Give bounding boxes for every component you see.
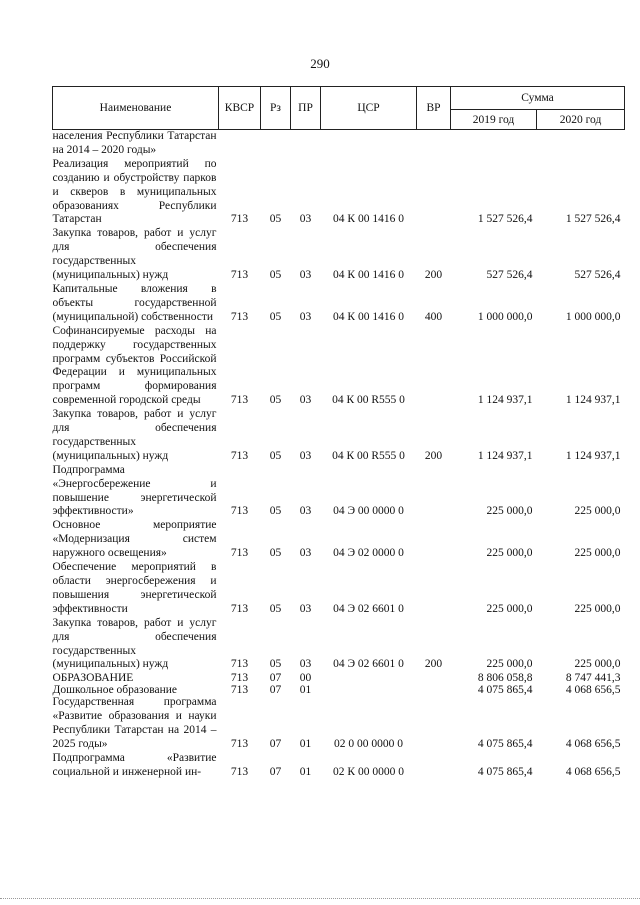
row-pr: 03 xyxy=(299,213,312,226)
row-name: Капитальные вложения в объекты государственной (муниципальной) собственности xyxy=(52,282,217,323)
row-kvsr: 713 xyxy=(230,547,249,560)
row-name: Основное мероприятие «Модернизация систем наружного освещения» xyxy=(52,519,217,560)
row-vr: 200 xyxy=(424,269,443,282)
row-name: Дошкольное образование xyxy=(52,684,178,697)
row-name: Закупка товаров, работ и услуг для обеспечения государственных (муниципальных) нужд xyxy=(52,227,217,282)
row-vr xyxy=(417,684,451,696)
row-name: Реализация мероприятий по созданию и обустройству парков и скверов в муниципальных образованиях Республики Татарстан xyxy=(52,157,217,226)
row-rz xyxy=(261,130,291,158)
row-sum-2020: 225 000,0 xyxy=(574,658,621,671)
row-csr: 02 К 00 0000 0 xyxy=(333,765,404,778)
row-sum-2020: 4 068 656,5 xyxy=(565,684,621,697)
table-row xyxy=(53,325,625,408)
row-sum-2020: 225 000,0 xyxy=(574,602,621,615)
row-name: Подпрограмма «Развитие социальной и инженерной ин- xyxy=(52,751,217,778)
row-kvsr: 713 xyxy=(230,738,249,751)
row-rz: 07 xyxy=(269,672,282,685)
row-csr: 04 К 00 1416 0 xyxy=(333,213,404,226)
row-pr: 03 xyxy=(299,658,312,671)
table-row xyxy=(53,408,625,464)
table-row xyxy=(53,158,625,228)
header-year-2019: 2019 год xyxy=(451,110,537,130)
row-vr xyxy=(417,130,451,158)
row-rz: 05 xyxy=(269,505,282,518)
row-sum-2020: 4 068 656,5 xyxy=(565,738,621,751)
row-rz: 05 xyxy=(269,602,282,615)
budget-table xyxy=(52,86,625,780)
row-sum-2019: 1 124 937,1 xyxy=(477,394,533,407)
header-vr: ВР xyxy=(417,87,451,130)
row-kvsr: 713 xyxy=(230,672,249,685)
row-kvsr: 713 xyxy=(230,684,249,697)
row-sum-2019: 225 000,0 xyxy=(486,658,533,671)
row-sum-2020: 225 000,0 xyxy=(574,547,621,560)
row-csr: 02 0 00 0000 0 xyxy=(334,738,403,751)
row-sum-2020: 1 124 937,1 xyxy=(565,449,621,462)
row-sum-2019: 1 527 526,4 xyxy=(477,213,533,226)
row-vr: 400 xyxy=(424,310,443,323)
row-rz: 05 xyxy=(269,394,282,407)
page-bottom-edge xyxy=(0,898,640,899)
row-rz: 05 xyxy=(269,310,282,323)
header-pr: ПР xyxy=(291,87,321,130)
row-vr xyxy=(417,672,451,684)
header-sum: Сумма xyxy=(451,87,625,110)
table-row xyxy=(53,684,625,696)
row-sum-2019: 225 000,0 xyxy=(486,602,533,615)
row-kvsr: 713 xyxy=(230,505,249,518)
row-kvsr: 713 xyxy=(230,213,249,226)
row-sum-2020: 4 068 656,5 xyxy=(565,765,621,778)
row-sum-2020: 527 526,4 xyxy=(574,269,621,282)
row-rz: 05 xyxy=(269,449,282,462)
header-rz: Рз xyxy=(261,87,291,130)
row-vr xyxy=(417,519,451,561)
header-year-2020: 2020 год xyxy=(537,110,625,130)
row-csr xyxy=(321,130,417,158)
row-csr: 04 К 00 R555 0 xyxy=(332,449,405,462)
row-csr xyxy=(321,684,417,696)
row-pr: 03 xyxy=(299,602,312,615)
row-sum-2019: 4 075 865,4 xyxy=(477,738,533,751)
row-csr: 04 К 00 1416 0 xyxy=(333,310,404,323)
row-sum-2019: 4 075 865,4 xyxy=(477,765,533,778)
row-pr: 03 xyxy=(299,310,312,323)
row-rz: 05 xyxy=(269,658,282,671)
row-vr: 200 xyxy=(424,449,443,462)
row-name: Софинансируемые расходы на поддержку государственных программ субъектов Российской Федерации и муниципальных программ формирования современной городской среды xyxy=(52,324,217,407)
row-sum-2019: 4 075 865,4 xyxy=(477,684,533,697)
row-sum-2020 xyxy=(537,130,625,158)
row-vr: 200 xyxy=(424,658,443,671)
table-row xyxy=(53,464,625,520)
row-name: Подпрограмма «Энергосбережение и повышение энергетической эффективности» xyxy=(52,463,217,518)
row-pr: 01 xyxy=(299,738,312,751)
row-sum-2019: 527 526,4 xyxy=(486,269,533,282)
row-sum-2019: 8 806 058,8 xyxy=(477,672,533,685)
row-vr xyxy=(417,325,451,408)
row-sum-2019: 1 000 000,0 xyxy=(477,310,533,323)
row-csr xyxy=(321,672,417,684)
row-kvsr: 713 xyxy=(230,269,249,282)
row-sum-2020: 8 747 441,3 xyxy=(565,672,621,685)
row-pr: 01 xyxy=(299,684,312,697)
row-rz: 07 xyxy=(269,684,282,697)
row-csr: 04 Э 00 0000 0 xyxy=(333,505,404,518)
table-row xyxy=(53,130,625,158)
table-row xyxy=(53,617,625,673)
table-body xyxy=(53,130,625,780)
table-row xyxy=(53,519,625,561)
row-kvsr xyxy=(219,130,261,158)
header-csr: ЦСР xyxy=(321,87,417,130)
row-vr xyxy=(417,696,451,752)
row-name: Закупка товаров, работ и услуг для обеспечения государственных (муниципальных) нужд xyxy=(52,408,217,462)
row-kvsr: 713 xyxy=(230,602,249,615)
table-row xyxy=(53,561,625,617)
header-kvsr: КВСР xyxy=(219,87,261,130)
row-pr: 01 xyxy=(299,765,312,778)
table-row xyxy=(53,752,625,780)
row-csr: 04 Э 02 6601 0 xyxy=(333,658,404,671)
table-row xyxy=(53,227,625,283)
table-row xyxy=(53,283,625,325)
row-pr xyxy=(291,130,321,158)
row-sum-2020: 1 000 000,0 xyxy=(565,310,621,323)
row-kvsr: 713 xyxy=(230,765,249,778)
row-vr xyxy=(417,464,451,520)
table-row xyxy=(53,696,625,752)
row-rz: 05 xyxy=(269,269,282,282)
row-sum-2020: 1 527 526,4 xyxy=(565,213,621,226)
row-vr xyxy=(417,752,451,780)
row-name: Государственная программа «Развитие образования и науки Республики Татарстан на 2014 – 2025 годы» xyxy=(52,696,217,751)
row-csr: 04 Э 02 6601 0 xyxy=(333,602,404,615)
row-name: Обеспечение мероприятий в области энергосбережения и повышения энергетической эффективности xyxy=(52,561,217,615)
row-csr: 04 К 00 1416 0 xyxy=(333,269,404,282)
row-vr xyxy=(417,158,451,228)
row-pr: 03 xyxy=(299,269,312,282)
row-kvsr: 713 xyxy=(230,394,249,407)
row-rz: 05 xyxy=(269,547,282,560)
row-sum-2020: 225 000,0 xyxy=(574,505,621,518)
row-pr: 03 xyxy=(299,449,312,462)
row-sum-2019: 225 000,0 xyxy=(486,505,533,518)
row-kvsr: 713 xyxy=(230,658,249,671)
row-vr xyxy=(417,561,451,617)
row-sum-2019 xyxy=(451,130,537,158)
row-sum-2019: 1 124 937,1 xyxy=(477,449,533,462)
row-kvsr: 713 xyxy=(230,449,249,462)
table-row xyxy=(53,672,625,684)
row-pr: 03 xyxy=(299,547,312,560)
row-csr: 04 К 00 R555 0 xyxy=(332,394,405,407)
page-number: 290 xyxy=(310,56,330,71)
row-pr: 00 xyxy=(299,672,312,685)
row-pr: 03 xyxy=(299,394,312,407)
row-name: Закупка товаров, работ и услуг для обеспечения государственных (муниципальных) нужд xyxy=(52,616,217,671)
table-header xyxy=(53,87,625,130)
row-rz: 07 xyxy=(269,738,282,751)
row-csr: 04 Э 02 0000 0 xyxy=(333,547,404,560)
row-rz: 05 xyxy=(269,213,282,226)
header-name: Наименование xyxy=(53,87,219,130)
row-name: ОБРАЗОВАНИЕ xyxy=(52,672,134,685)
row-kvsr: 713 xyxy=(230,310,249,323)
row-name: населения Республики Татарстан на 2014 – 2020 годы» xyxy=(52,130,217,156)
row-sum-2020: 1 124 937,1 xyxy=(565,394,621,407)
row-pr: 03 xyxy=(299,505,312,518)
row-sum-2019: 225 000,0 xyxy=(486,547,533,560)
row-rz: 07 xyxy=(269,765,282,778)
